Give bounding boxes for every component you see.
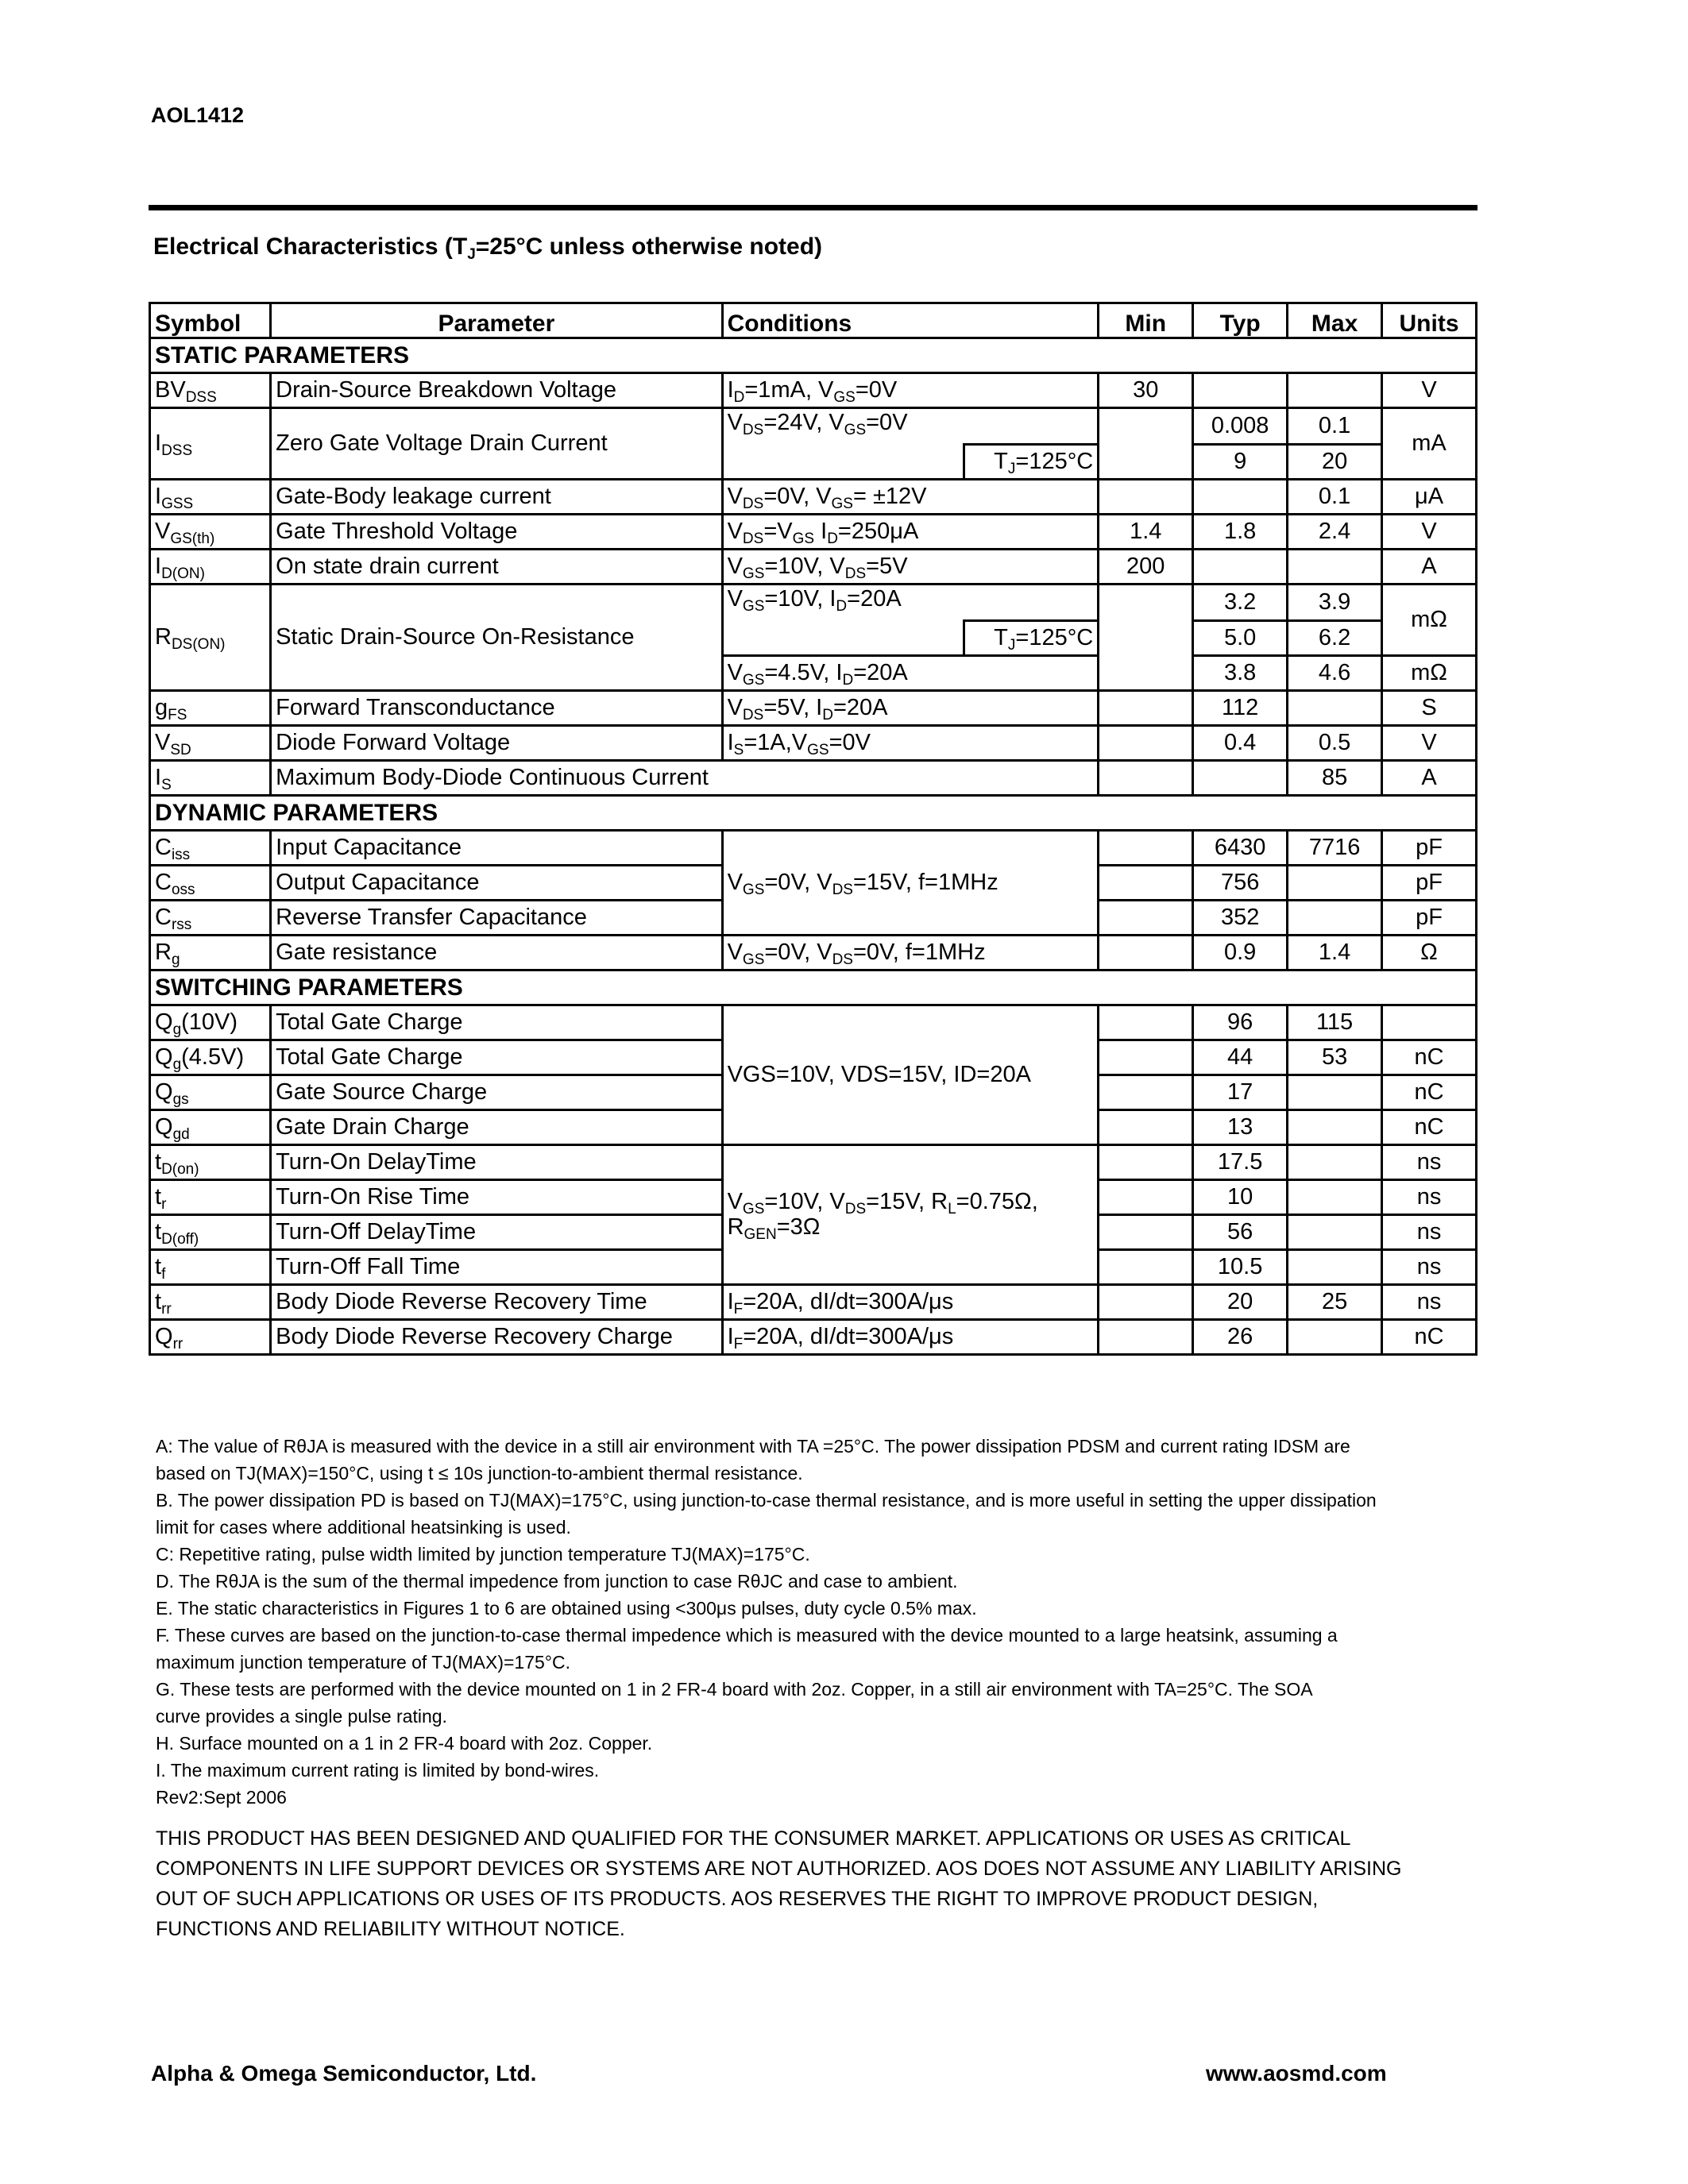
disclaimer-line: COMPONENTS IN LIFE SUPPORT DEVICES OR SYSTEMS ARE NOT AUTHORIZED. AOS DOES NOT ASSUME ANY LIABILITY ARISING bbox=[156, 1858, 1402, 1880]
parameter-cell: Gate-Body leakage current bbox=[271, 480, 722, 515]
max-cell bbox=[1288, 901, 1382, 936]
parameter-cell: Turn-Off DelayTime bbox=[271, 1215, 722, 1250]
note-line: H. Surface mounted on a 1 in 2 FR-4 board with 2oz. Copper. bbox=[156, 1733, 653, 1754]
units-cell: V bbox=[1382, 373, 1477, 408]
min-cell bbox=[1099, 901, 1193, 936]
units-cell: μA bbox=[1382, 480, 1477, 515]
footnotes bbox=[156, 1433, 1474, 1811]
typ-cell: 0.4 bbox=[1193, 726, 1288, 761]
units-cell bbox=[1382, 1005, 1477, 1040]
max-cell: 0.5 bbox=[1288, 726, 1382, 761]
symbol-cell: $I_{D(ON)}$ bbox=[150, 550, 271, 585]
min-cell bbox=[1099, 408, 1193, 480]
symbol-cell: $Q_{rr}$ bbox=[150, 1320, 271, 1355]
min-cell bbox=[1099, 1285, 1193, 1320]
units-cell: nC bbox=[1382, 1110, 1477, 1145]
table-header-row bbox=[150, 303, 1477, 338]
footer-company: Alpha & Omega Semiconductor, Ltd. bbox=[151, 2061, 537, 2086]
parameter-cell: Diode Forward Voltage bbox=[271, 726, 722, 761]
conditions-cell: $I_D=1mA$, $V_{GS}=0V$ bbox=[722, 373, 1099, 408]
conditions-tj-cell: $T_J=125^\circ C$ bbox=[964, 621, 1098, 656]
max-cell bbox=[1288, 1250, 1382, 1285]
min-cell bbox=[1099, 1145, 1193, 1180]
note-line: A: The value of RθJA is measured with the device in a still air environment with TA =25°C. The power dissipation PDSM and current rating IDSM are bbox=[156, 1436, 1350, 1457]
parameter-cell: Zero Gate Voltage Drain Current bbox=[271, 408, 722, 480]
symbol-cell: $t_f$ bbox=[150, 1250, 271, 1285]
symbol-cell: $V_{GS(th)}$ bbox=[150, 515, 271, 550]
symbol-cell: $V_{SD}$ bbox=[150, 726, 271, 761]
note-line: F. These curves are based on the junction-to-case thermal impedence which is measured with the device mounted to a large heatsink, assuming a bbox=[156, 1625, 1338, 1646]
symbol-cell: $t_{D(off)}$ bbox=[150, 1215, 271, 1250]
table-row bbox=[150, 726, 1477, 761]
units-cell: pF bbox=[1382, 831, 1477, 866]
typ-cell: 17 bbox=[1193, 1075, 1288, 1110]
typ-cell: 10 bbox=[1193, 1180, 1288, 1215]
units-cell: pF bbox=[1382, 901, 1477, 936]
typ-cell: 112 bbox=[1193, 691, 1288, 726]
symbol-cell: $t_{D(on)}$ bbox=[150, 1145, 271, 1180]
parameter-cell: Gate Threshold Voltage bbox=[271, 515, 722, 550]
note-line: D. The RθJA is the sum of the thermal impedence from junction to case RθJC and case to ambient. bbox=[156, 1571, 958, 1592]
typ-cell bbox=[1193, 373, 1288, 408]
parameter-cell: Body Diode Reverse Recovery Time bbox=[271, 1285, 722, 1320]
min-cell bbox=[1099, 761, 1193, 796]
min-cell bbox=[1099, 866, 1193, 901]
revision-line: Rev2:Sept 2006 bbox=[156, 1787, 287, 1808]
symbol-cell: $I_S$ bbox=[150, 761, 271, 796]
header-max: Max bbox=[1288, 303, 1382, 338]
typ-cell bbox=[1193, 480, 1288, 515]
typ-cell: 0.9 bbox=[1193, 936, 1288, 970]
table-row bbox=[150, 761, 1477, 796]
note-line: maximum junction temperature of TJ(MAX)=175°C. bbox=[156, 1652, 570, 1673]
units-cell: mΩ bbox=[1382, 656, 1477, 691]
typ-cell: 20 bbox=[1193, 1285, 1288, 1320]
max-cell: 6.2 bbox=[1288, 621, 1382, 656]
min-cell bbox=[1099, 1215, 1193, 1250]
parameter-cell: Maximum Body-Diode Continuous Current bbox=[271, 761, 1099, 796]
table-row bbox=[150, 585, 1477, 621]
table-row bbox=[150, 408, 1477, 445]
typ-cell: 756 bbox=[1193, 866, 1288, 901]
typ-cell: 56 bbox=[1193, 1215, 1288, 1250]
conditions-cell: $I_S=1A,V_{GS}=0V$ bbox=[722, 726, 1099, 761]
symbol-cell: $R_{DS(ON)}$ bbox=[150, 585, 271, 691]
symbol-cell: $I_{DSS}$ bbox=[150, 408, 271, 480]
header-min: Min bbox=[1099, 303, 1193, 338]
min-cell bbox=[1099, 831, 1193, 866]
min-cell bbox=[1099, 1320, 1193, 1355]
conditions-cell: $V_{DS}=0V$, $V_{GS}= \pm 12V$ bbox=[722, 480, 1099, 515]
conditions-tj-cell: $T_J=125^\circ C$ bbox=[964, 445, 1098, 480]
min-cell bbox=[1099, 585, 1193, 691]
symbol-cell: $C_{iss}$ bbox=[150, 831, 271, 866]
units-cell: A bbox=[1382, 550, 1477, 585]
header-conditions: Conditions bbox=[722, 303, 1099, 338]
max-cell: 53 bbox=[1288, 1040, 1382, 1075]
max-cell bbox=[1288, 1110, 1382, 1145]
disclaimer-line: FUNCTIONS AND RELIABILITY WITHOUT NOTICE. bbox=[156, 1918, 625, 1940]
table-row bbox=[150, 1285, 1477, 1320]
note-line: C: Repetitive rating, pulse width limited by junction temperature TJ(MAX)=175°C. bbox=[156, 1544, 810, 1565]
conditions-cell: $V_{GS}=10V$, $V_{DS}=15V$, $R_L=0.75\Omega$, $R_{GEN}=3\Omega$ bbox=[722, 1145, 1099, 1285]
table-row bbox=[150, 831, 1477, 866]
typ-cell: 9 bbox=[1193, 445, 1288, 480]
min-cell: 30 bbox=[1099, 373, 1193, 408]
parameter-cell: Forward Transconductance bbox=[271, 691, 722, 726]
max-cell: 0.1 bbox=[1288, 408, 1382, 445]
typ-cell: 6430 bbox=[1193, 831, 1288, 866]
footer-website-link[interactable]: www.aosmd.com bbox=[1206, 2061, 1387, 2086]
units-cell: S bbox=[1382, 691, 1477, 726]
units-cell: ns bbox=[1382, 1145, 1477, 1180]
table-row bbox=[150, 480, 1477, 515]
disclaimer-line: THIS PRODUCT HAS BEEN DESIGNED AND QUALIFIED FOR THE CONSUMER MARKET. APPLICATIONS OR USES AS CRITICAL bbox=[156, 1827, 1351, 1850]
parameter-cell: Gate resistance bbox=[271, 936, 722, 970]
parameter-cell: Turn-On Rise Time bbox=[271, 1180, 722, 1215]
typ-cell: 13 bbox=[1193, 1110, 1288, 1145]
min-cell bbox=[1099, 1110, 1193, 1145]
min-cell bbox=[1099, 1180, 1193, 1215]
note-line: E. The static characteristics in Figures 1 to 6 are obtained using <300μs pulses, duty cycle 0.5% max. bbox=[156, 1598, 977, 1619]
max-cell: 3.9 bbox=[1288, 585, 1382, 621]
header-symbol: Symbol bbox=[150, 303, 271, 338]
max-cell: 85 bbox=[1288, 761, 1382, 796]
typ-cell: 26 bbox=[1193, 1320, 1288, 1355]
max-cell: 115 bbox=[1288, 1005, 1382, 1040]
units-cell: nC bbox=[1382, 1320, 1477, 1355]
typ-cell bbox=[1193, 761, 1288, 796]
parameter-cell: Input Capacitance bbox=[271, 831, 722, 866]
table-row bbox=[150, 550, 1477, 585]
disclaimer bbox=[156, 1823, 1401, 1944]
units-cell: A bbox=[1382, 761, 1477, 796]
symbol-cell: $C_{oss}$ bbox=[150, 866, 271, 901]
max-cell bbox=[1288, 1180, 1382, 1215]
max-cell bbox=[1288, 866, 1382, 901]
symbol-cell: $t_r$ bbox=[150, 1180, 271, 1215]
symbol-cell: $Q_g(10V)$ bbox=[150, 1005, 271, 1040]
max-cell: 4.6 bbox=[1288, 656, 1382, 691]
units-cell: V bbox=[1382, 515, 1477, 550]
conditions-spacer bbox=[722, 621, 964, 656]
typ-cell: 3.8 bbox=[1193, 656, 1288, 691]
header-units: Units bbox=[1382, 303, 1477, 338]
min-cell: 1.4 bbox=[1099, 515, 1193, 550]
units-cell: ns bbox=[1382, 1180, 1477, 1215]
conditions-cell: $V_{GS}=4.5V$, $I_D=20A$ bbox=[722, 656, 1099, 691]
electrical-characteristics-table bbox=[149, 302, 1477, 1356]
min-cell bbox=[1099, 1005, 1193, 1040]
min-cell bbox=[1099, 691, 1193, 726]
min-cell bbox=[1099, 1040, 1193, 1075]
typ-cell bbox=[1193, 550, 1288, 585]
parameter-cell: Static Drain-Source On-Resistance bbox=[271, 585, 722, 691]
min-cell bbox=[1099, 480, 1193, 515]
units-cell: mA bbox=[1382, 408, 1477, 480]
conditions-cell: $V_{DS}=5V$, $I_D=20A$ bbox=[722, 691, 1099, 726]
typ-cell: 17.5 bbox=[1193, 1145, 1288, 1180]
table-row bbox=[150, 691, 1477, 726]
parameter-cell: Drain-Source Breakdown Voltage bbox=[271, 373, 722, 408]
symbol-cell: $g_{FS}$ bbox=[150, 691, 271, 726]
disclaimer-line: OUT OF SUCH APPLICATIONS OR USES OF ITS PRODUCTS. AOS RESERVES THE RIGHT TO IMPROVE PRODUCT DESIGN, bbox=[156, 1888, 1319, 1910]
table-row bbox=[150, 936, 1477, 970]
max-cell bbox=[1288, 1145, 1382, 1180]
units-cell: nC bbox=[1382, 1075, 1477, 1110]
units-cell: ns bbox=[1382, 1285, 1477, 1320]
max-cell bbox=[1288, 373, 1382, 408]
conditions-cell: VGS=10V, VDS=15V, ID=20A bbox=[722, 1005, 1099, 1145]
symbol-cell: $BV_{DSS}$ bbox=[150, 373, 271, 408]
min-cell bbox=[1099, 936, 1193, 970]
symbol-cell: $Q_{gs}$ bbox=[150, 1075, 271, 1110]
units-cell: nC bbox=[1382, 1040, 1477, 1075]
conditions-spacer bbox=[722, 445, 964, 480]
conditions-cell: $V_{DS}=24V$, $V_{GS}=0V$ bbox=[722, 408, 1099, 445]
min-cell bbox=[1099, 1075, 1193, 1110]
conditions-cell: $V_{GS}=0V$, $V_{DS}=15V$, f=1MHz bbox=[722, 831, 1099, 936]
max-cell: 25 bbox=[1288, 1285, 1382, 1320]
note-line: I. The maximum current rating is limited by bond-wires. bbox=[156, 1760, 600, 1781]
parameter-cell: Total Gate Charge bbox=[271, 1040, 722, 1075]
symbol-cell: $C_{rss}$ bbox=[150, 901, 271, 936]
header-parameter: Parameter bbox=[271, 303, 722, 338]
units-cell: V bbox=[1382, 726, 1477, 761]
table-row bbox=[150, 1145, 1477, 1180]
typ-cell: 44 bbox=[1193, 1040, 1288, 1075]
table-row bbox=[150, 1320, 1477, 1355]
max-cell: 20 bbox=[1288, 445, 1382, 480]
conditions-cell: $I_F=20A$, dI/dt=300A/μs bbox=[722, 1285, 1099, 1320]
symbol-cell: $Q_g(4.5V)$ bbox=[150, 1040, 271, 1075]
max-cell bbox=[1288, 1215, 1382, 1250]
parameter-cell: Gate Source Charge bbox=[271, 1075, 722, 1110]
table-row bbox=[150, 1005, 1477, 1040]
conditions-cell: $I_F=20A$, dI/dt=300A/μs bbox=[722, 1320, 1099, 1355]
symbol-cell: $I_{GSS}$ bbox=[150, 480, 271, 515]
note-line: B. The power dissipation PD is based on TJ(MAX)=175°C, using junction-to-case thermal resistance, and is more useful in setting the upper dissipation bbox=[156, 1490, 1377, 1511]
typ-cell: 3.2 bbox=[1193, 585, 1288, 621]
min-cell bbox=[1099, 726, 1193, 761]
max-cell: 7716 bbox=[1288, 831, 1382, 866]
note-line: based on TJ(MAX)=150°C, using t ≤ 10s junction-to-ambient thermal resistance. bbox=[156, 1463, 803, 1484]
table-row bbox=[150, 515, 1477, 550]
header-rule bbox=[149, 205, 1477, 210]
note-line: curve provides a single pulse rating. bbox=[156, 1706, 447, 1727]
typ-cell: 10.5 bbox=[1193, 1250, 1288, 1285]
units-cell: mΩ bbox=[1382, 585, 1477, 656]
min-cell: 200 bbox=[1099, 550, 1193, 585]
conditions-cell: $V_{GS}=10V$, $V_{DS}=5V$ bbox=[722, 550, 1099, 585]
parameter-cell: Turn-Off Fall Time bbox=[271, 1250, 722, 1285]
symbol-cell: $R_g$ bbox=[150, 936, 271, 970]
parameter-cell: Body Diode Reverse Recovery Charge bbox=[271, 1320, 722, 1355]
section-dynamic: DYNAMIC PARAMETERS bbox=[150, 796, 1477, 831]
parameter-cell: Reverse Transfer Capacitance bbox=[271, 901, 722, 936]
section-title: Electrical Characteristics ($T_J=25^\circ C$ unless otherwise noted) bbox=[153, 233, 823, 263]
min-cell bbox=[1099, 1250, 1193, 1285]
section-static: STATIC PARAMETERS bbox=[150, 338, 1477, 373]
typ-cell: 1.8 bbox=[1193, 515, 1288, 550]
max-cell bbox=[1288, 1320, 1382, 1355]
parameter-cell: Gate Drain Charge bbox=[271, 1110, 722, 1145]
conditions-cell: $V_{DS}=V_{GS}$ $I_D=250\mu A$ bbox=[722, 515, 1099, 550]
max-cell bbox=[1288, 1075, 1382, 1110]
max-cell: 2.4 bbox=[1288, 515, 1382, 550]
typ-cell: 0.008 bbox=[1193, 408, 1288, 445]
max-cell: 0.1 bbox=[1288, 480, 1382, 515]
max-cell bbox=[1288, 691, 1382, 726]
header-typ: Typ bbox=[1193, 303, 1288, 338]
max-cell: 1.4 bbox=[1288, 936, 1382, 970]
max-cell bbox=[1288, 550, 1382, 585]
typ-cell: 5.0 bbox=[1193, 621, 1288, 656]
parameter-cell: On state drain current bbox=[271, 550, 722, 585]
symbol-cell: $Q_{gd}$ bbox=[150, 1110, 271, 1145]
section-switching: SWITCHING PARAMETERS bbox=[150, 970, 1477, 1005]
table-row bbox=[150, 373, 1477, 408]
units-cell: pF bbox=[1382, 866, 1477, 901]
parameter-cell: Turn-On DelayTime bbox=[271, 1145, 722, 1180]
parameter-cell: Output Capacitance bbox=[271, 866, 722, 901]
typ-cell: 96 bbox=[1193, 1005, 1288, 1040]
parameter-cell: Total Gate Charge bbox=[271, 1005, 722, 1040]
conditions-cell: $V_{GS}=10V$, $I_D=20A$ bbox=[722, 585, 1099, 621]
note-line: G. These tests are performed with the device mounted on 1 in 2 FR-4 board with 2oz. Copper, in a still air environment with TA=25°C. The SOA bbox=[156, 1679, 1313, 1700]
units-cell: Ω bbox=[1382, 936, 1477, 970]
conditions-cell: $V_{GS}=0V$, $V_{DS}=0V$, f=1MHz bbox=[722, 936, 1099, 970]
part-number: AOL1412 bbox=[151, 103, 245, 127]
units-cell: ns bbox=[1382, 1215, 1477, 1250]
note-line: limit for cases where additional heatsinking is used. bbox=[156, 1517, 571, 1538]
typ-cell: 352 bbox=[1193, 901, 1288, 936]
symbol-cell: $t_{rr}$ bbox=[150, 1285, 271, 1320]
units-cell: ns bbox=[1382, 1250, 1477, 1285]
